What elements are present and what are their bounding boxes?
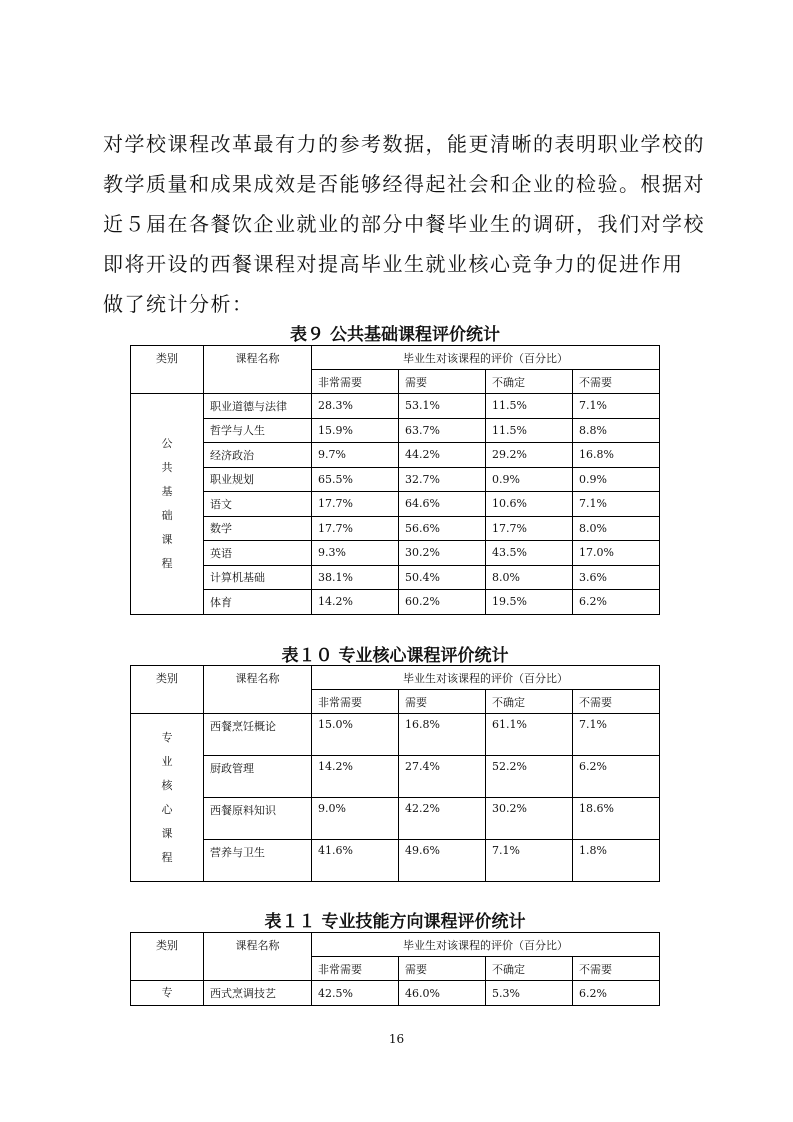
- value-cell: 29.2%: [486, 443, 573, 468]
- value-cell: 6.2%: [573, 981, 660, 1006]
- paragraph-line: 对学校课程改革最有力的参考数据，能更清晰的表明职业学校的: [103, 132, 705, 156]
- header-level: 不需要: [573, 690, 660, 714]
- header-level: 不需要: [573, 957, 660, 981]
- header-course-name: 课程名称: [204, 933, 312, 981]
- header-level: 需要: [399, 370, 486, 394]
- category-char: 业: [161, 754, 173, 768]
- value-cell: 17.7%: [312, 516, 399, 541]
- category-cell: [131, 981, 204, 1006]
- header-level: 非常需要: [312, 957, 399, 981]
- course-name-cell: 体育: [204, 590, 312, 615]
- header-level: 需要: [399, 690, 486, 714]
- value-cell: 8.0%: [486, 565, 573, 590]
- value-cell: 7.1%: [573, 394, 660, 419]
- value-cell: 9.7%: [312, 443, 399, 468]
- category-cell: [131, 714, 204, 882]
- value-cell: 61.1%: [486, 714, 573, 756]
- table9: [130, 345, 660, 615]
- table-row: [131, 981, 660, 1006]
- value-cell: 42.5%: [312, 981, 399, 1006]
- header-category: 类别: [131, 933, 204, 981]
- category-char: 共: [161, 460, 173, 474]
- category-char: 专: [161, 730, 173, 744]
- value-cell: 38.1%: [312, 565, 399, 590]
- category-char: 课: [161, 532, 173, 546]
- value-cell: 18.6%: [573, 798, 660, 840]
- course-name-cell: 西餐原料知识: [204, 798, 312, 840]
- category-char: 础: [161, 508, 173, 522]
- table-row: [131, 492, 660, 517]
- value-cell: 30.2%: [486, 798, 573, 840]
- value-cell: 63.7%: [399, 418, 486, 443]
- value-cell: 17.0%: [573, 541, 660, 566]
- table-row: [131, 516, 660, 541]
- header-level: 不确定: [486, 370, 573, 394]
- course-name-cell: 经济政治: [204, 443, 312, 468]
- value-cell: 19.5%: [486, 590, 573, 615]
- header-level: 非常需要: [312, 690, 399, 714]
- paragraph-line: 做了统计分析：: [103, 292, 254, 316]
- course-name-cell: 哲学与人生: [204, 418, 312, 443]
- course-name-cell: 英语: [204, 541, 312, 566]
- table9-caption: 表９ 公共基础课程评价统计: [290, 325, 500, 345]
- value-cell: 14.2%: [312, 756, 399, 798]
- value-cell: 30.2%: [399, 541, 486, 566]
- value-cell: 9.0%: [312, 798, 399, 840]
- header-category: 类别: [131, 666, 204, 714]
- header-evaluation: 毕业生对该课程的评价（百分比）: [312, 933, 660, 957]
- table-row: [131, 541, 660, 566]
- course-name-cell: 职业道德与法律: [204, 394, 312, 419]
- category-char: 程: [161, 556, 173, 570]
- value-cell: 6.2%: [573, 590, 660, 615]
- table-row: [131, 394, 660, 419]
- header-level: 非常需要: [312, 370, 399, 394]
- table-row: [131, 590, 660, 615]
- header-level: 不确定: [486, 957, 573, 981]
- page-number: 16: [388, 1032, 405, 1046]
- value-cell: 1.8%: [573, 840, 660, 882]
- value-cell: 64.6%: [399, 492, 486, 517]
- header-course-name: 课程名称: [204, 346, 312, 394]
- value-cell: 41.6%: [312, 840, 399, 882]
- table-row: [131, 798, 660, 840]
- course-name-cell: 职业规划: [204, 467, 312, 492]
- course-name-cell: 数学: [204, 516, 312, 541]
- category-char: 基: [161, 484, 173, 498]
- value-cell: 32.7%: [399, 467, 486, 492]
- value-cell: 6.2%: [573, 756, 660, 798]
- table-row: [131, 756, 660, 798]
- category-char: 心: [161, 802, 173, 816]
- value-cell: 7.1%: [573, 492, 660, 517]
- category-char: 公: [161, 436, 173, 450]
- value-cell: 16.8%: [399, 714, 486, 756]
- value-cell: 0.9%: [573, 467, 660, 492]
- category-char: 课: [161, 826, 173, 840]
- course-name-cell: 营养与卫生: [204, 840, 312, 882]
- table-row: [131, 840, 660, 882]
- value-cell: 11.5%: [486, 394, 573, 419]
- value-cell: 49.6%: [399, 840, 486, 882]
- value-cell: 60.2%: [399, 590, 486, 615]
- table-row: [131, 565, 660, 590]
- value-cell: 7.1%: [573, 714, 660, 756]
- paragraph-line: 即将开设的西餐课程对提高毕业生就业核心竞争力的促进作用: [103, 252, 684, 276]
- value-cell: 5.3%: [486, 981, 573, 1006]
- value-cell: 0.9%: [486, 467, 573, 492]
- category-char: 专: [161, 986, 173, 999]
- value-cell: 53.1%: [399, 394, 486, 419]
- table-row: [131, 714, 660, 756]
- value-cell: 8.0%: [573, 516, 660, 541]
- value-cell: 11.5%: [486, 418, 573, 443]
- value-cell: 28.3%: [312, 394, 399, 419]
- course-name-cell: 西餐烹饪概论: [204, 714, 312, 756]
- table11-caption: 表１１ 专业技能方向课程评价统计: [264, 912, 526, 932]
- header-evaluation: 毕业生对该课程的评价（百分比）: [312, 346, 660, 370]
- value-cell: 50.4%: [399, 565, 486, 590]
- value-cell: 15.9%: [312, 418, 399, 443]
- header-level: 不需要: [573, 370, 660, 394]
- value-cell: 9.3%: [312, 541, 399, 566]
- table-row: [131, 443, 660, 468]
- value-cell: 44.2%: [399, 443, 486, 468]
- category-cell: [131, 394, 204, 615]
- header-level: 需要: [399, 957, 486, 981]
- value-cell: 16.8%: [573, 443, 660, 468]
- value-cell: 65.5%: [312, 467, 399, 492]
- course-name-cell: 西式烹调技艺: [204, 981, 312, 1006]
- value-cell: 42.2%: [399, 798, 486, 840]
- value-cell: 17.7%: [486, 516, 573, 541]
- value-cell: 52.2%: [486, 756, 573, 798]
- value-cell: 27.4%: [399, 756, 486, 798]
- value-cell: 8.8%: [573, 418, 660, 443]
- value-cell: 14.2%: [312, 590, 399, 615]
- value-cell: 10.6%: [486, 492, 573, 517]
- value-cell: 43.5%: [486, 541, 573, 566]
- value-cell: 46.0%: [399, 981, 486, 1006]
- course-name-cell: 计算机基础: [204, 565, 312, 590]
- header-course-name: 课程名称: [204, 666, 312, 714]
- paragraph-line: 近５届在各餐饮企业就业的部分中餐毕业生的调研，我们对学校: [103, 212, 705, 236]
- value-cell: 17.7%: [312, 492, 399, 517]
- table-row: [131, 418, 660, 443]
- course-name-cell: 语文: [204, 492, 312, 517]
- value-cell: 7.1%: [486, 840, 573, 882]
- category-char: 核: [161, 778, 173, 792]
- header-evaluation: 毕业生对该课程的评价（百分比）: [312, 666, 660, 690]
- table10-caption: 表１０ 专业核心课程评价统计: [281, 646, 509, 666]
- table11: [130, 932, 660, 1006]
- table-row: [131, 467, 660, 492]
- table10: [130, 665, 660, 882]
- course-name-cell: 厨政管理: [204, 756, 312, 798]
- value-cell: 3.6%: [573, 565, 660, 590]
- intro-paragraph: [103, 124, 703, 324]
- paragraph-line: 教学质量和成果成效是否能够经得起社会和企业的检验。根据对: [103, 172, 705, 196]
- category-char: 程: [161, 850, 173, 864]
- value-cell: 56.6%: [399, 516, 486, 541]
- value-cell: 15.0%: [312, 714, 399, 756]
- header-category: 类别: [131, 346, 204, 394]
- header-level: 不确定: [486, 690, 573, 714]
